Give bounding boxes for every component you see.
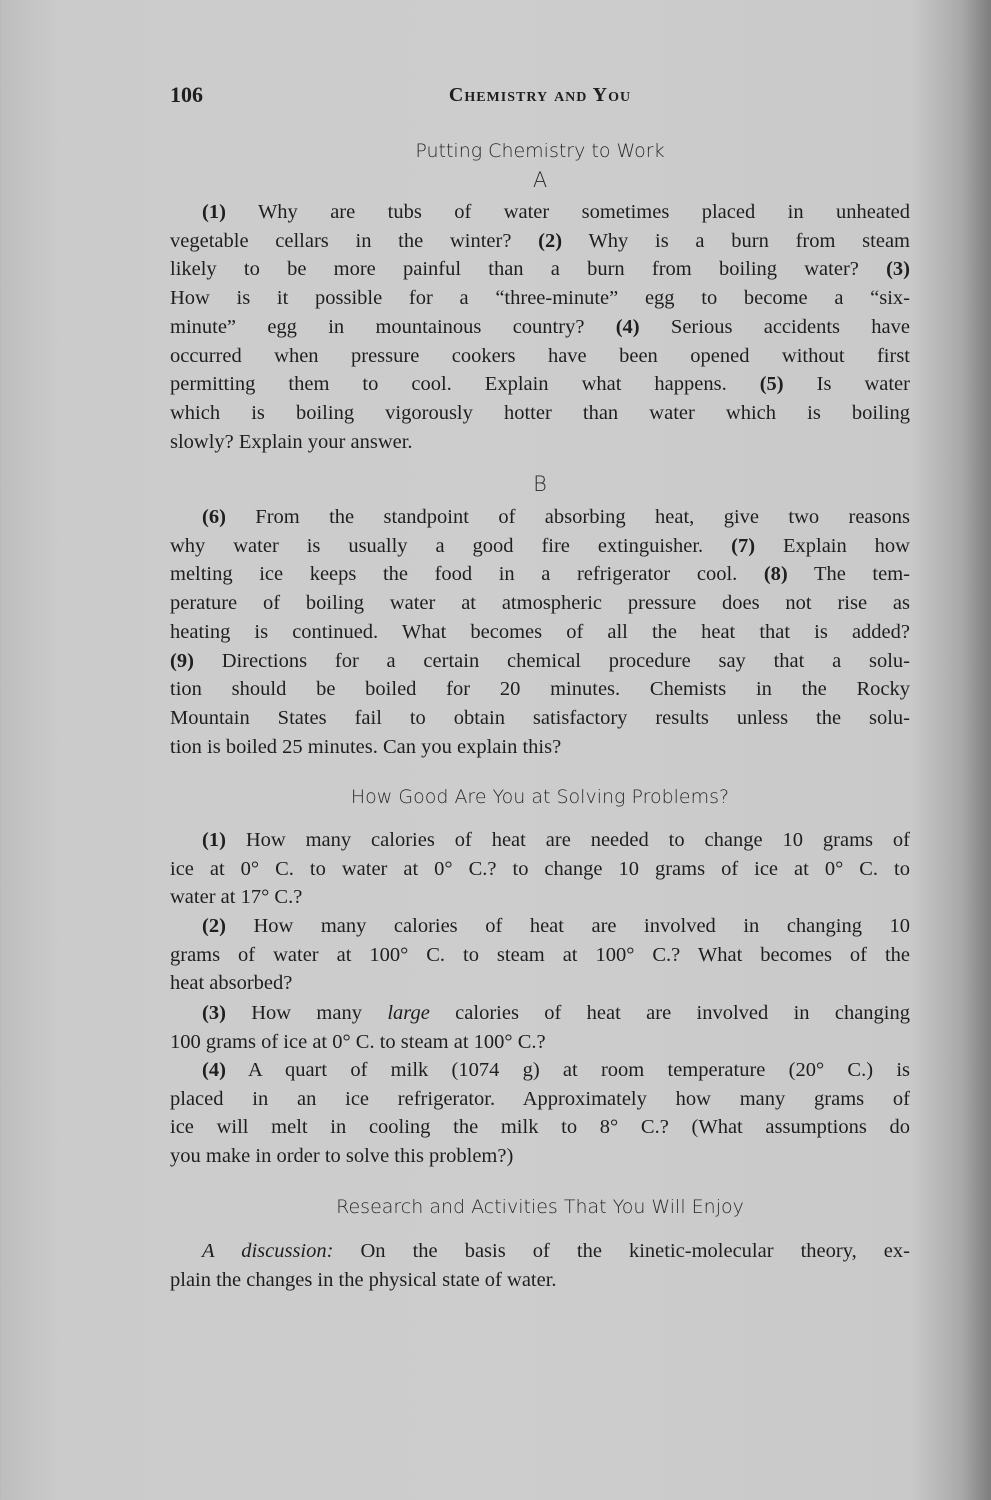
text-line: (1) Why are tubs of water sometimes placed in unheated	[202, 201, 910, 223]
text-line: (3) How many large calories of heat are involved in changing	[202, 1002, 910, 1024]
paragraph	[170, 1237, 910, 1294]
text-line: plain the changes in the physical state of water.	[170, 1268, 557, 1291]
text-line: placed in an ice refrigerator. Approximately how many grams of	[170, 1087, 910, 1110]
text-line: which is boiling vigorously hotter than water which is boiling	[170, 401, 910, 424]
section-heading: How Good Are You at Solving Problems?	[350, 786, 730, 808]
text-line: you make in order to solve this problem?)	[170, 1145, 514, 1168]
page-number: 106	[170, 82, 203, 107]
text-line: (9) Directions for a certain chemical procedure say that a solu-	[170, 649, 910, 672]
text-line: slowly? Explain your answer.	[170, 430, 413, 453]
text-line: heat absorbed?	[170, 972, 293, 995]
running-head: Chemistry and You	[448, 84, 632, 106]
paragraph	[170, 999, 910, 1056]
text-line: tion should be boiled for 20 minutes. Chemists in the Rocky	[170, 678, 910, 701]
text-line: ice at 0° C. to water at 0° C.? to change 10 grams of ice at 0° C. to	[170, 857, 910, 880]
text-line: (1) How many calories of heat are needed to change 10 grams of	[202, 829, 910, 851]
text-line: (4) A quart of milk (1074 g) at room temperature (20° C.) is	[202, 1059, 910, 1081]
text-line: permitting them to cool. Explain what happens. (5) Is water	[170, 373, 910, 396]
text-line: grams of water at 100° C. to steam at 100° C.? What becomes of the	[170, 943, 910, 966]
paragraph	[170, 912, 910, 998]
text-line: water at 17° C.?	[170, 886, 303, 909]
text-line: minute” egg in mountainous country? (4) Serious accidents have	[170, 315, 910, 338]
text-line: tion is boiled 25 minutes. Can you explain this?	[170, 735, 562, 758]
paragraph	[170, 198, 910, 456]
text-line: why water is usually a good fire extinguisher. (7) Explain how	[170, 534, 910, 557]
paragraph	[170, 826, 910, 912]
text-line: ice will melt in cooling the milk to 8° C.? (What assumptions do	[170, 1116, 910, 1139]
text-line: occurred when pressure cookers have been opened without first	[170, 344, 910, 367]
section-subheading: A	[532, 168, 548, 192]
text-line: (6) From the standpoint of absorbing heat, give two reasons	[202, 506, 910, 528]
text-line: heating is continued. What becomes of all the heat that is added?	[170, 620, 910, 643]
text-line: (2) How many calories of heat are involved in changing 10	[202, 915, 910, 937]
text-line: How is it possible for a “three-minute” egg to become a “six-	[170, 287, 910, 310]
text-line: melting ice keeps the food in a refrigerator cool. (8) The tem-	[170, 563, 910, 586]
text-line: Mountain States fail to obtain satisfactory results unless the solu-	[170, 706, 910, 729]
text-line: perature of boiling water at atmospheric pressure does not rise as	[170, 592, 910, 615]
paragraph	[170, 1056, 910, 1171]
text-line: likely to be more painful than a burn from boiling water? (3)	[170, 258, 910, 281]
paragraph	[170, 503, 910, 761]
text-line: A discussion: On the basis of the kinetic-molecular theory, ex-	[202, 1240, 910, 1262]
section-heading: Putting Chemistry to Work	[415, 140, 665, 162]
section-heading: Research and Activities That You Will Enjoy	[336, 1196, 744, 1218]
section-subheading: B	[533, 472, 547, 496]
text-line: vegetable cellars in the winter? (2) Why is a burn from steam	[170, 229, 910, 252]
text-line: 100 grams of ice at 0° C. to steam at 100° C.?	[170, 1030, 546, 1053]
